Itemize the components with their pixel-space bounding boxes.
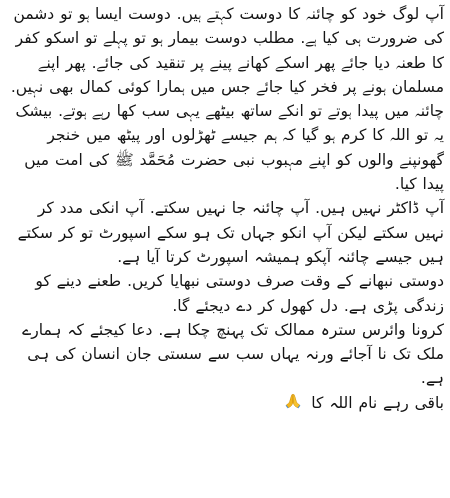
paragraph-4: کرونا وائرس سترہ ممالک تک پہنچ چکا ہے. دعا کیجئے کہ ہمارے ملک تک نا آجائے ورنہ یہاں سب سے سستی جان انسان کی ہی ہے. (22, 320, 444, 388)
closing-line (6, 391, 444, 415)
folded-hands-icon (285, 393, 301, 412)
paragraph-3: دوستی نبھانے کے وقت صرف دوستی نبھایا کریں. طعنے دینے کو زندگی پڑی ہے. دل کھول کر دے دیجئے گا. (35, 272, 444, 315)
post-body (6, 2, 444, 415)
closing-text: باقی رہے نام اللہ کا (311, 393, 444, 412)
paragraph-1: آپ لوگ خود کو چائنہ کا دوست کہتے ہیں. دوست ایسا ہو تو دشمن کی ضرورت ہی کیا ہے. مطلب دوست بیمار ہو تو پہلے تو اسکو کفر کا طعنہ دیا جائے پھر اسکے کھانے پینے پر تنقید کی جائے. پھر اپنے مسلمان ہونے پر فخر کیا جائے جس میں ہمارا کوئی کمال بھی نہیں. چائنہ میں پیدا ہوتے تو انکے ساتھ بیٹھے یہی سب کھا رہے ہوتے. بیشک یہ تو اللہ کا کرم ہو گیا کہ ہم جیسے ٹھڑلوں اور پیٹھ میں خنجر گھونپنے والوں کو اپنے مہبوب نبی حضرت مُحَمَّد ﷺ کی امت میں پیدا کیا. (10, 5, 444, 194)
paragraph-2: آپ ڈاکٹر نہیں ہیں. آپ چائنہ جا نہیں سکتے. آپ انکی مدد کر نہیں سکتے لیکن آپ انکو جہاں تک ہو سکے اسپورٹ تو کر سکتے ہیں جیسے چائنہ آپکو ہمیشہ اسپورٹ کرتا آیا ہے. (17, 199, 444, 266)
